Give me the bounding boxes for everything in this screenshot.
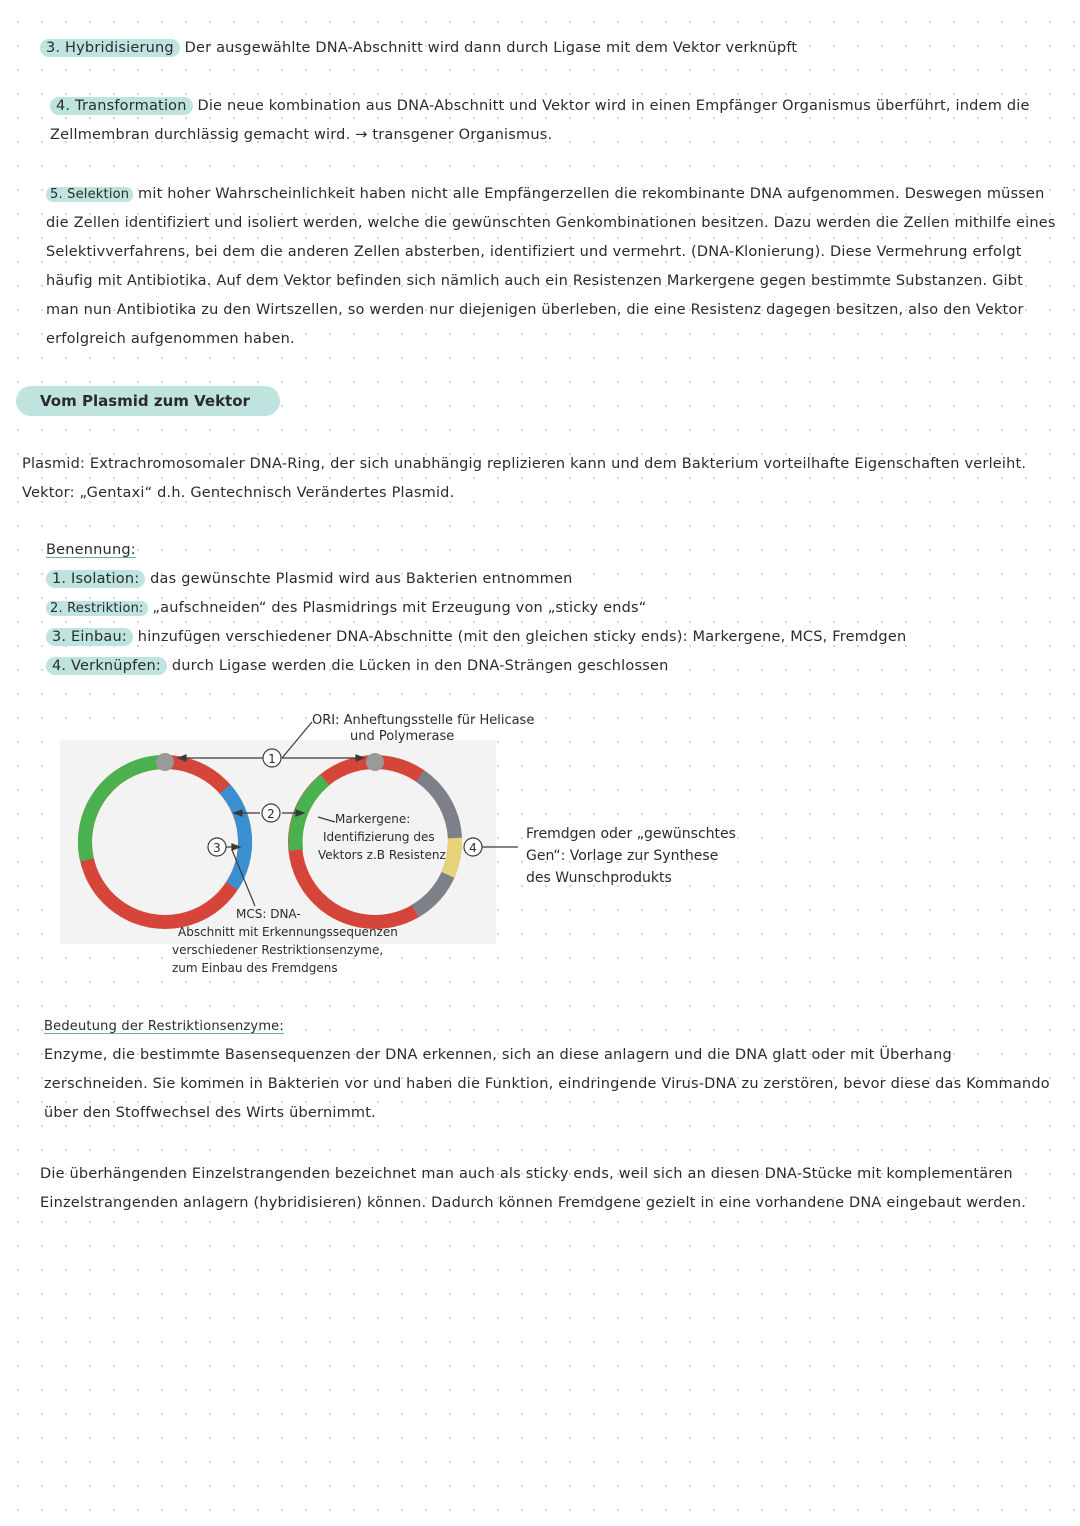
list-item <box>46 594 1046 623</box>
sticky-text: Die überhängenden Einzelstrangenden bezeichnet man auch als sticky ends, weil sich an diesen DNA-Stücke mit komplementären Einzelstrangenden anlagern (hybridisieren) können. Dadurch können Fremdgene gezielt in eine vorhandene DNA eingebaut werden. <box>40 1166 1027 1211</box>
plasmid-vector-diagram <box>60 710 780 990</box>
number-text: 3 <box>213 841 221 855</box>
definitions <box>22 450 1062 508</box>
ori-marker-left <box>156 753 174 771</box>
ori-label: ORI: Anheftungsstelle für Helicase <box>312 713 535 728</box>
mcs-label: verschiedener Restriktionsenzyme, <box>172 943 384 957</box>
item-label: 3. Einbau: <box>46 628 133 646</box>
item-label: 4. Verknüpfen: <box>46 657 167 675</box>
definition-vektor: Vektor: „Gentaxi“ d.h. Gentechnisch Verändertes Plasmid. <box>22 485 455 501</box>
step-transformation <box>40 92 1060 150</box>
number-text: 4 <box>469 841 477 855</box>
benennung-list <box>46 536 1046 681</box>
item-text: durch Ligase werden die Lücken in den DNA-Strängen geschlossen <box>167 658 669 674</box>
number-3 <box>208 838 226 856</box>
ring-yellow-segment <box>448 838 455 875</box>
list-item <box>46 565 1046 594</box>
mcs-label: Abschnitt mit Erkennungssequenzen <box>178 925 398 939</box>
fremdgen-label: des Wunschprodukts <box>526 870 672 886</box>
item-text: hinzufügen verschiedener DNA-Abschnitte (mit den gleichen sticky ends): Markergene, MCS, Fremdgen <box>133 629 907 645</box>
step-title: 3. Hybridisierung <box>40 39 180 57</box>
ori-label: und Polymerase <box>350 729 455 744</box>
step-text: mit hoher Wahrscheinlichkeit haben nicht alle Empfängerzellen die rekombinante DNA aufgenommen. Deswegen müssen die Zellen identifiziert und isoliert werden, welche die gewünschten Genkombinationen besitzen. Dazu werden die Zellen mithilfe eines Selektivverfahrens, bei dem die anderen Zellen absterben, identifiziert und vermehrt. (DNA-Klonierung). Diese Vermehrung erfolgt häufig mit Antibiotika. Auf dem Vektor befinden sich nämlich auch ein Resistenzen Markergene gegen bestimmte Substanzen. Gibt man nun Antibiotika zu den Wirtszellen, so werden nur diejenigen überleben, die eine Resistenz dagegen besitzen, also den Vektor erfolgreich aufgenommen haben. <box>46 186 1056 347</box>
fremdgen-label: Fremdgen oder „gewünschtes <box>526 826 736 842</box>
item-label: 1. Isolation: <box>46 570 145 588</box>
fremdgen-label: Gen“: Vorlage zur Synthese <box>526 848 719 864</box>
bedeutung-section <box>44 1012 1054 1128</box>
step-text: Die neue kombination aus DNA-Abschnitt und Vektor wird in einen Empfänger Organismus überführt, indem die Zellmembran durchlässig gemacht wird. → transgener Organismus. <box>50 98 1030 143</box>
number-text: 1 <box>268 752 276 766</box>
bedeutung-title: Bedeutung der Restriktionsenzyme: <box>44 1019 284 1034</box>
list-item <box>46 652 1046 681</box>
list-item <box>46 623 1046 652</box>
number-1 <box>263 749 281 767</box>
benennung-title: Benennung: <box>46 542 136 558</box>
step-hybridisierung <box>40 34 1060 63</box>
sticky-ends-paragraph <box>40 1160 1055 1218</box>
number-text: 2 <box>267 807 275 821</box>
number-4 <box>464 838 482 856</box>
number-2 <box>262 804 280 822</box>
bedeutung-text: Enzyme, die bestimmte Basensequenzen der DNA erkennen, sich an diese anlagern und die DNA glatt oder mit Überhang zerschneiden. Sie kommen in Bakterien vor und haben die Funktion, eindringende Virus-DNA zu zerstören, bevor diese das Kommando über den Stoffwechsel des Wirts übernimmt. <box>44 1047 1050 1121</box>
step-selektion <box>40 180 1060 354</box>
item-label: 2. Restriktion: <box>46 601 148 616</box>
mcs-label: MCS: DNA- <box>236 907 301 921</box>
mcs-label: zum Einbau des Fremdgens <box>172 961 338 975</box>
step-title: 4. Transformation <box>50 97 193 115</box>
step-title: 5. Selektion <box>46 187 133 202</box>
step-text: Der ausgewählte DNA-Abschnitt wird dann durch Ligase mit dem Vektor verknüpft <box>179 40 798 56</box>
item-text: „aufschneiden“ des Plasmidrings mit Erzeugung von „sticky ends“ <box>147 600 647 616</box>
marker-label: Identifizierung des <box>323 830 435 844</box>
section-title: Vom Plasmid zum Vektor <box>16 386 280 416</box>
item-text: das gewünschte Plasmid wird aus Bakterien entnommen <box>145 571 573 587</box>
marker-label: Vektors z.B Resistenz <box>318 848 446 862</box>
marker-label: Markergene: <box>335 812 411 826</box>
definition-plasmid: Plasmid: Extrachromosomaler DNA-Ring, der sich unabhängig replizieren kann und dem Bakterium vorteilhafte Eigenschaften verleiht. <box>22 456 1027 472</box>
ori-marker-right <box>366 753 384 771</box>
